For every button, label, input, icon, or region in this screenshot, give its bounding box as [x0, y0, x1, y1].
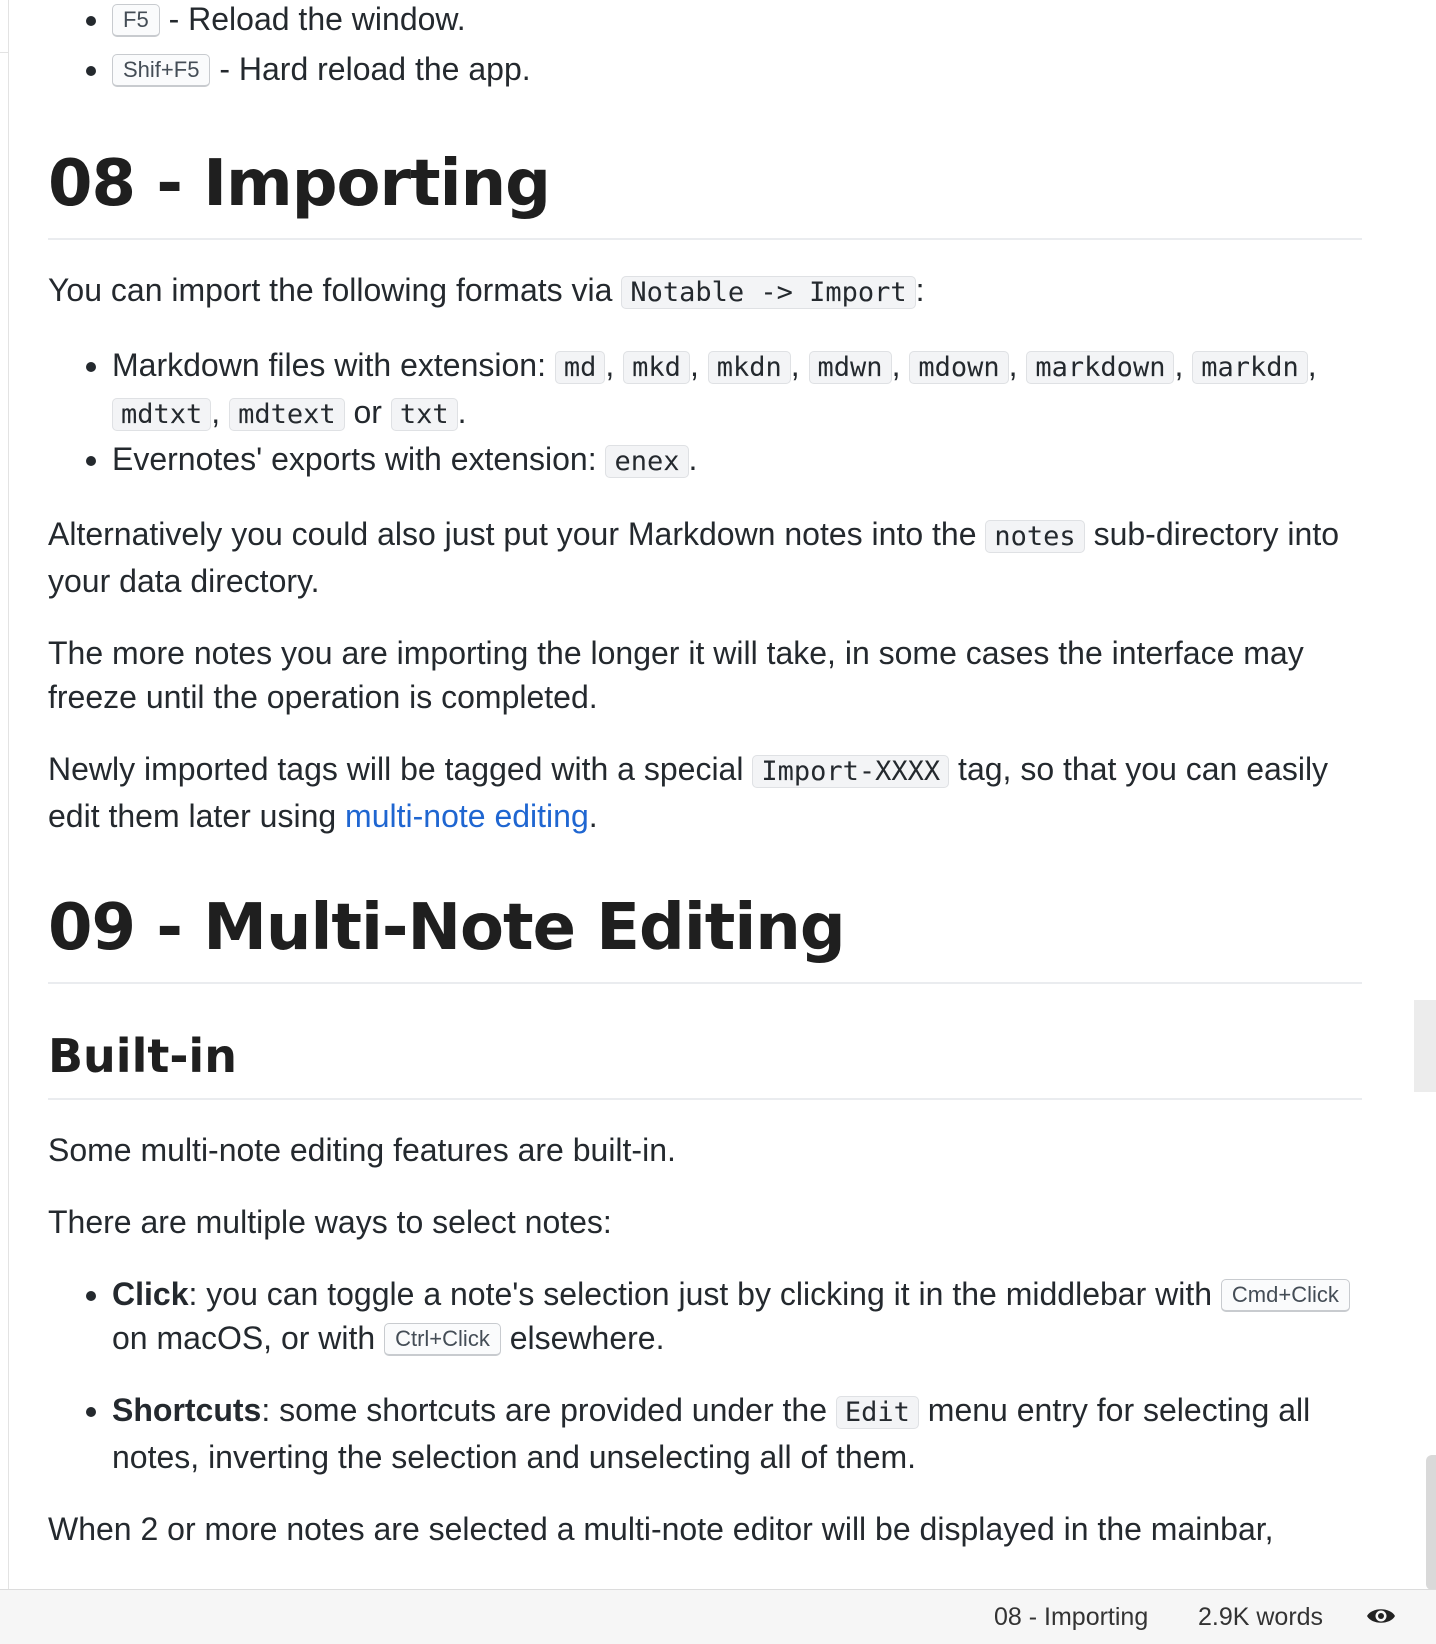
format-list: [48, 343, 1362, 484]
inline-code: notes: [985, 520, 1084, 553]
text: menu entry for selecting all notes, inverting the selection and unselecting all of them.: [112, 1392, 1311, 1475]
ext-mdwn: mdwn: [809, 351, 892, 384]
shortcut-key: Ctrl+Click: [384, 1323, 501, 1356]
heading-built-in: Built-in: [48, 1026, 1362, 1100]
built-in-paragraph: Some multi-note editing features are built-in.: [48, 1132, 676, 1168]
list-item: • Evernotes' exports with extension: enex .: [112, 437, 1362, 484]
ext-enex: enex: [605, 445, 688, 478]
freeze-paragraph: The more notes you are importing the longer it will take, in some cases the interface may freeze until the operation is completed.: [48, 635, 1304, 715]
inline-code: Notable -> Import: [621, 276, 915, 309]
alternative-paragraph: [48, 512, 1362, 603]
scroll-edge[interactable]: [1426, 1455, 1436, 1590]
editor-left-border: [8, 0, 9, 1590]
text: : you can toggle a note's selection just by clicking it in the middlebar with: [188, 1276, 1221, 1312]
ext-md: md: [555, 351, 606, 384]
multi-editor-paragraph: When 2 or more notes are selected a multi-note editor will be displayed in the mainbar,: [48, 1511, 1274, 1547]
scrollbar-thumb[interactable]: [1414, 1000, 1436, 1092]
inline-code: Import-XXXX: [752, 755, 949, 788]
text: sub-directory into your data directory.: [48, 516, 1339, 599]
preview-content: [48, 0, 1362, 1551]
text: You can import the following formats via: [48, 272, 622, 308]
ext-mdown: mdown: [909, 351, 1008, 384]
status-section[interactable]: 08 - Importing: [994, 1603, 1149, 1631]
bold-label: Click: [112, 1276, 189, 1312]
list-item: [112, 1388, 1362, 1479]
ext-mdtext: mdtext: [229, 398, 345, 431]
shortcut-key: F5: [112, 4, 160, 37]
newly-paragraph: [48, 747, 1362, 838]
select-ways-list: [48, 1272, 1362, 1479]
shortcut-list: [48, 0, 1362, 94]
text: Newly imported tags will be tagged with a special: [48, 751, 753, 787]
status-bar: [0, 1589, 1436, 1644]
editor-left-tick: [0, 52, 8, 53]
ext-markdown: markdown: [1026, 351, 1174, 384]
heading-multi-note-editing: 09 - Multi-Note Editing: [48, 888, 1362, 984]
shortcut-desc: - Reload the window.: [159, 1, 466, 37]
ext-txt: txt: [391, 398, 458, 431]
import-intro: [48, 268, 1362, 315]
text: : some shortcuts are provided under the: [261, 1392, 836, 1428]
text: Evernotes' exports with extension:: [112, 441, 606, 477]
list-item: [112, 1272, 1362, 1360]
multi-note-editing-link[interactable]: multi-note editing: [345, 798, 589, 834]
text: elsewhere.: [500, 1320, 665, 1356]
status-word-count: 2.9K words: [1198, 1603, 1324, 1631]
text: on macOS, or with: [112, 1320, 385, 1356]
list-item: • Markdown files with extension: md , mkd , mkdn , mdwn , mdown , markdown , markdn , mdtxt , mdtext or txt .: [112, 343, 1362, 437]
ext-mkdn: mkdn: [708, 351, 791, 384]
shortcut-key: Cmd+Click: [1221, 1279, 1350, 1312]
ext-mdtxt: mdtxt: [112, 398, 211, 431]
ext-markdn: markdn: [1192, 351, 1308, 384]
eye-icon[interactable]: [1366, 1604, 1396, 1635]
ext-mkd: mkd: [623, 351, 690, 384]
text: Alternatively you could also just put your Markdown notes into the: [48, 516, 986, 552]
select-ways-paragraph: There are multiple ways to select notes:: [48, 1204, 612, 1240]
list-item: [112, 44, 1362, 94]
shortcut-desc: - Hard reload the app.: [210, 51, 531, 87]
list-item: [112, 0, 1362, 44]
inline-code: Edit: [836, 1396, 919, 1429]
shortcut-key: Shif+F5: [112, 54, 210, 87]
text: .: [588, 798, 598, 834]
text: :: [915, 272, 925, 308]
text: or: [344, 394, 391, 430]
bold-label: Shortcuts: [112, 1392, 262, 1428]
heading-importing: 08 - Importing: [48, 144, 1362, 240]
text: tag, so that you can easily edit them later using: [48, 751, 1329, 834]
text: Markdown files with extension:: [112, 347, 555, 383]
